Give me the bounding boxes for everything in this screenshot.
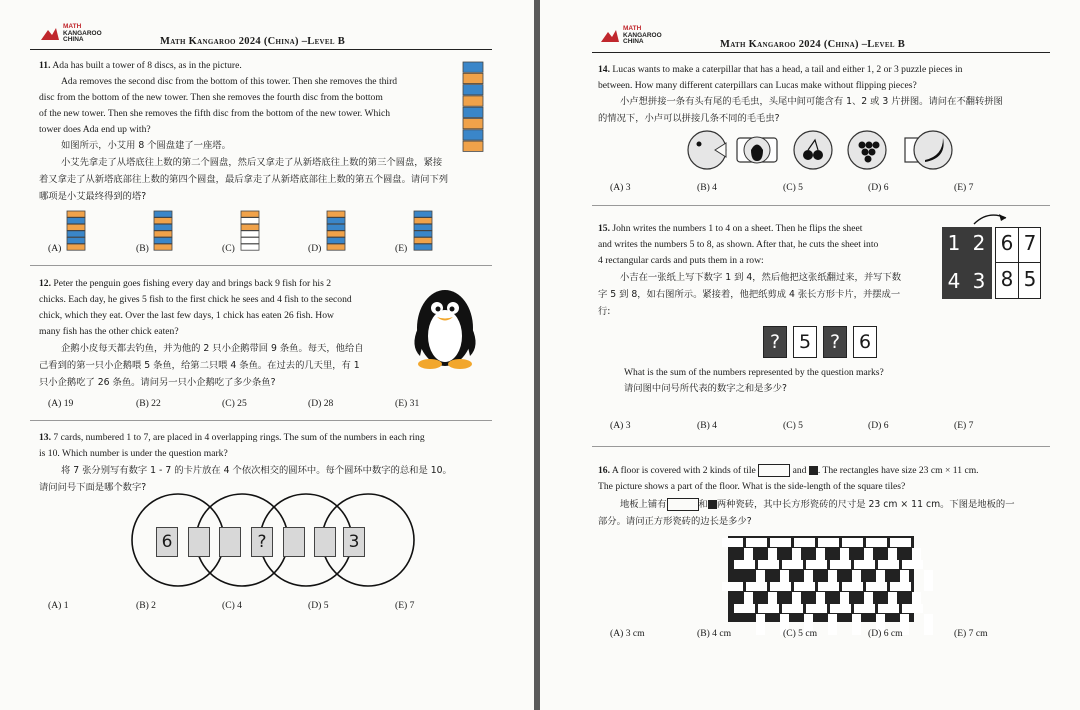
q15-option-d[interactable]: (D) 6 — [868, 420, 889, 431]
option-disc — [241, 237, 259, 243]
q11-tower-b — [153, 210, 173, 252]
q15-option-e[interactable]: (E) 7 — [954, 420, 974, 431]
option-disc — [414, 231, 432, 237]
rect-tile — [746, 538, 767, 547]
grape-piece — [848, 131, 886, 169]
rect-tile — [806, 604, 827, 613]
q11-text-en-1 — [39, 58, 242, 74]
q11-number: 11. — [39, 60, 51, 71]
q15-separator — [592, 446, 1050, 447]
option-disc — [414, 244, 432, 250]
q12-cn-line2: 己看到的第一只小企鹅喂 5 条鱼，给第二只喂 4 条鱼。在过去的几天里，有 1 — [39, 360, 360, 371]
rect-tile — [878, 604, 899, 613]
q15-option-a[interactable]: (A) 3 — [610, 420, 631, 431]
q16-en-part1: A floor is covered with 2 kinds of tile — [611, 465, 756, 476]
option-disc — [67, 224, 85, 230]
q12-en-line3: chick, which they eat. Over the last few days, 1 chick has eaten 26 fish. How — [39, 310, 334, 321]
q16-cn-part2: 两种瓷砖，其中长方形瓷砖的尺寸是 23 cm × 11 cm。下图是地板的一 — [716, 499, 1015, 510]
q11-en-line3: disc from the bottom of the new tower. Then she removes the fourth disc from the bottom — [39, 92, 383, 103]
q16-option-b[interactable]: (B) 4 cm — [697, 628, 732, 639]
q14-option-a[interactable]: (A) 3 — [610, 182, 631, 193]
option-disc — [241, 211, 259, 217]
rect-tile — [794, 582, 815, 591]
q12-en-line4: many fish has the other chick eaten? — [39, 326, 179, 337]
tower-disc — [463, 130, 483, 140]
q15-question-en: What is the sum of the numbers represented by the question marks? — [624, 367, 884, 378]
option-disc — [67, 211, 85, 217]
cherry-piece — [794, 131, 832, 169]
q14-text-en-1 — [598, 62, 962, 78]
rect-tile — [842, 582, 863, 591]
q16-text-en-1 — [598, 463, 979, 479]
square-tile-icon — [809, 466, 818, 475]
q12-option-c[interactable]: (C) 25 — [222, 398, 247, 409]
q13-cn-line2: 请问问号下面是哪个数字? — [39, 482, 147, 493]
rect-tile — [924, 614, 933, 635]
q11-cn-line2: 小艾先拿走了从塔底往上数的第二个圆盘，然后又拿走了从新塔底往上数的第三个圆盘，紧接 — [61, 157, 443, 168]
q12-separator — [30, 420, 492, 421]
q15-front-2: 2 — [972, 231, 986, 255]
q14-en-line1: Lucas wants to make a caterpillar that has a head, a tail and either 1, 2 or 3 puzzle pieces in — [612, 64, 963, 75]
q13-en-line1: 7 cards, numbered 1 to 7, are placed in 4 overlapping rings. The sum of the numbers in each ring — [53, 432, 425, 443]
tower-disc — [463, 85, 483, 95]
rect-tile — [722, 582, 743, 591]
q13-card-5 — [283, 527, 305, 557]
q15-cn-line2: 字 5 到 8，如右图所示。紧接着，他把纸剪成 4 张长方形卡片，并摆成一 — [598, 289, 901, 300]
logo-line-2: KANGAROO — [623, 31, 662, 39]
rect-tile — [828, 614, 837, 635]
option-disc — [414, 237, 432, 243]
q11-option-b[interactable]: (B) — [136, 243, 149, 254]
page-title-left: Math Kangaroo 2024 (China) –Level B — [160, 36, 346, 47]
q13-card-1: 6 — [156, 527, 178, 557]
rect-tile — [794, 538, 815, 547]
q11-en-line2: Ada removes the second disc from the bottom of this tower. Then she removes the third — [61, 76, 398, 87]
q14-option-d[interactable]: (D) 6 — [868, 182, 889, 193]
rect-tile — [806, 560, 827, 569]
rect-tile — [866, 538, 887, 547]
rect-tile — [866, 582, 887, 591]
option-disc — [154, 218, 172, 224]
option-disc — [327, 211, 345, 217]
q13-en-line2: is 10. Which number is under the question mark? — [39, 448, 228, 459]
q15-back-7: 7 — [1023, 231, 1037, 255]
q14-separator — [592, 205, 1050, 206]
rect-tile — [852, 614, 861, 635]
q13-option-c[interactable]: (C) 4 — [222, 600, 242, 611]
rect-tile — [756, 614, 765, 635]
q15-row-card-2: 5 — [793, 326, 817, 358]
q16-en-part2: . The rectangles have size 23 cm × 11 cm. — [817, 465, 979, 476]
option-disc — [154, 231, 172, 237]
q11-option-a[interactable]: (A) — [48, 243, 62, 254]
logo-line-3: CHINA — [63, 36, 84, 43]
q11-tower-a — [66, 210, 86, 252]
q15-number: 15. — [598, 223, 610, 234]
q11-cn-line3: 着又拿走了从新塔底部往上数的第四个圆盘，最后拿走了从新塔底部往上数的第五个圆盘。请问下列 — [39, 174, 449, 185]
q16-number: 16. — [598, 465, 610, 476]
q15-en-line1: John writes the numbers 1 to 4 on a sheet. Then he flips the sheet — [612, 223, 863, 234]
q12-cn-line1: 企鹅小皮每天都去钓鱼，并为他的 2 只小企鹅带回 9 条鱼。每天，他给自 — [61, 343, 364, 354]
option-disc — [414, 224, 432, 230]
q14-cn-line1: 小卢想拼接一条有头有尾的毛毛虫，头尾中间可能含有 1、2 或 3 片拼图。请问在不翻转拼图 — [620, 96, 1003, 107]
right-page — [540, 0, 1080, 710]
q16-option-a[interactable]: (A) 3 cm — [610, 628, 645, 639]
q16-option-c[interactable]: (C) 5 cm — [783, 628, 818, 639]
logo-line-1: MATH — [623, 25, 642, 32]
rect-tile — [890, 582, 911, 591]
rect-tile — [842, 538, 863, 547]
kangaroo-logo-icon — [40, 27, 60, 41]
q13-number: 13. — [39, 432, 51, 443]
option-disc — [327, 244, 345, 250]
option-disc — [154, 224, 172, 230]
q11-tower-e — [413, 210, 433, 252]
tower-disc — [463, 119, 483, 129]
penguin-illustration — [410, 278, 480, 370]
rect-tile — [854, 560, 875, 569]
rect-tile — [890, 538, 911, 547]
rect-tile — [758, 560, 779, 569]
q11-tower-c — [240, 210, 260, 252]
q11-tower-of-8-discs — [462, 60, 484, 154]
q11-en-line5: tower does Ada end up with? — [39, 124, 151, 135]
caterpillar-head-piece — [688, 131, 726, 169]
square-tile-icon — [708, 500, 717, 509]
option-disc — [154, 237, 172, 243]
q15-row-card-4: 6 — [853, 326, 877, 358]
option-disc — [241, 224, 259, 230]
option-disc — [327, 224, 345, 230]
q12-cn-line3: 只小企鹅吃了 26 条鱼。请问另一只小企鹅吃了多少条鱼? — [39, 377, 276, 388]
rect-tile — [734, 604, 755, 613]
option-disc — [67, 231, 85, 237]
q13-card-2 — [188, 527, 210, 557]
q13-text-en-1 — [39, 430, 425, 446]
rect-tile — [902, 604, 923, 613]
q12-en-line2: chicks. Each day, he gives 5 fish to the first chick he sees and 4 fish to the second — [39, 294, 352, 305]
option-disc — [67, 218, 85, 224]
option-disc — [414, 211, 432, 217]
q15-front-4: 4 — [947, 269, 961, 293]
option-disc — [241, 231, 259, 237]
rect-tile — [818, 538, 839, 547]
q15-row-card-1: ? — [763, 326, 787, 358]
q11-en-line4: of the new tower. Then she removes the fifth disc from the bottom of the new tower. Which — [39, 108, 391, 119]
q14-option-b[interactable]: (B) 4 — [697, 182, 717, 193]
q13-card-question: ? — [251, 527, 273, 557]
option-disc — [154, 244, 172, 250]
logo-line-3: CHINA — [623, 38, 644, 45]
option-disc — [241, 218, 259, 224]
q14-puzzle-pieces — [685, 128, 965, 172]
q14-number: 14. — [598, 64, 610, 75]
rect-tile — [818, 582, 839, 591]
option-disc — [67, 237, 85, 243]
left-page — [0, 0, 534, 710]
q11-option-c[interactable]: (C) — [222, 243, 235, 254]
flip-arrow-icon — [972, 210, 1012, 226]
tower-disc — [463, 107, 483, 117]
q12-option-d[interactable]: (D) 28 — [308, 398, 334, 409]
q13-option-d[interactable]: (D) 5 — [308, 600, 329, 611]
q15-row-card-3: ? — [823, 326, 847, 358]
q13-option-a[interactable]: (A) 1 — [48, 600, 69, 611]
rect-tile — [902, 560, 923, 569]
q12-number: 12. — [39, 278, 51, 289]
q12-option-b[interactable]: (B) 22 — [136, 398, 161, 409]
q16-cn-part1: 地板上铺有 — [620, 499, 667, 510]
math-kangaroo-logo-right — [600, 26, 662, 46]
q12-option-a[interactable]: (A) 19 — [48, 398, 74, 409]
rect-tile — [878, 560, 899, 569]
q13-card-6 — [314, 527, 336, 557]
q16-cn-line2: 部分。请问正方形瓷砖的边长是多少? — [598, 516, 752, 527]
apple-piece — [737, 137, 777, 163]
q13-cn-line1: 将 7 张分别写有数字 1 - 7 的卡片放在 4 个依次相交的圆环中。每个圆环中数字的总和是 10。 — [61, 465, 452, 476]
tower-disc — [463, 73, 483, 83]
kangaroo-logo-icon — [600, 29, 620, 43]
page-title-right: Math Kangaroo 2024 (China) –Level B — [720, 39, 906, 50]
q12-option-e[interactable]: (E) 31 — [395, 398, 420, 409]
option-disc — [327, 237, 345, 243]
rect-tile — [782, 604, 803, 613]
logo-line-1: MATH — [63, 23, 82, 30]
tower-disc — [463, 62, 483, 72]
rect-tile-icon — [667, 498, 699, 511]
header-rule — [30, 49, 492, 50]
rect-tile — [758, 604, 779, 613]
q15-text-en-1 — [598, 221, 862, 237]
option-disc — [67, 244, 85, 250]
q11-tower-d — [326, 210, 346, 252]
q15-option-c[interactable]: (C) 5 — [783, 420, 803, 431]
q15-option-b[interactable]: (B) 4 — [697, 420, 717, 431]
q16-option-e[interactable]: (E) 7 cm — [954, 628, 988, 639]
q11-cn-line4: 哪项是小艾最终得到的塔? — [39, 191, 147, 202]
rect-tile — [770, 582, 791, 591]
rect-tile — [734, 560, 755, 569]
q14-option-e[interactable]: (E) 7 — [954, 182, 974, 193]
q12-text-en-1 — [39, 276, 331, 292]
option-disc — [327, 231, 345, 237]
q15-cn-line1: 小吉在一张纸上写下数字 1 到 4，然后他把这张纸翻过来，并写下数 — [620, 272, 902, 283]
q11-cn-line1: 如图所示，小艾用 8 个圆盘建了一座塔。 — [61, 140, 231, 151]
q11-option-d[interactable]: (D) — [308, 243, 322, 254]
q11-en-line1: Ada has built a tower of 8 discs, as in the picture. — [52, 60, 242, 71]
rect-tile — [782, 560, 803, 569]
q14-en-line2: between. How many different caterpillars can Lucas make without flipping pieces? — [598, 80, 917, 91]
q15-back-hline — [995, 262, 1041, 263]
q15-back-6: 6 — [1000, 231, 1014, 255]
q13-card-7: 3 — [343, 527, 365, 557]
q11-separator — [30, 265, 492, 266]
rect-tile — [722, 538, 743, 547]
rect-tile-icon — [758, 464, 790, 477]
option-disc — [154, 211, 172, 217]
q13-option-b[interactable]: (B) 2 — [136, 600, 156, 611]
tower-disc — [463, 96, 483, 106]
logo-line-2: KANGAROO — [63, 29, 102, 37]
q12-en-line1: Peter the penguin goes fishing every day and brings back 9 fish for his 2 — [53, 278, 332, 289]
rect-tile — [854, 604, 875, 613]
q16-option-d[interactable]: (D) 6 cm — [868, 628, 903, 639]
q15-question-cn: 请问图中问号所代表的数字之和是多少? — [624, 383, 787, 394]
rect-tile — [830, 604, 851, 613]
header-rule — [592, 52, 1050, 53]
banana-tail-piece — [905, 131, 952, 169]
q16-en-and: and — [792, 465, 807, 476]
q15-front-3: 3 — [972, 269, 986, 293]
rect-tile — [830, 560, 851, 569]
q11-option-e[interactable]: (E) — [395, 243, 408, 254]
rect-tile — [770, 538, 791, 547]
q15-en-line2: and writes the numbers 5 to 8, as shown. After that, he cuts the sheet into — [598, 239, 879, 250]
option-disc — [241, 244, 259, 250]
rect-tile — [746, 582, 767, 591]
tower-disc — [463, 141, 483, 151]
q16-en-line2: The picture shows a part of the floor. What is the side-length of the square tiles? — [598, 481, 906, 492]
q15-back-8: 8 — [1000, 267, 1014, 291]
q16-cn-and: 和 — [698, 499, 708, 510]
option-disc — [414, 218, 432, 224]
q15-cn-line3: 行: — [598, 306, 611, 317]
q15-en-line3: 4 rectangular cards and puts them in a row: — [598, 255, 764, 266]
q14-option-c[interactable]: (C) 5 — [783, 182, 803, 193]
q14-cn-line2: 的情况下，小卢可以拼接几条不同的毛毛虫? — [598, 113, 780, 124]
rect-tile — [924, 570, 933, 591]
q15-front-1: 1 — [947, 231, 961, 255]
math-kangaroo-logo — [40, 24, 102, 44]
q13-card-3 — [219, 527, 241, 557]
q13-option-e[interactable]: (E) 7 — [395, 600, 415, 611]
q15-back-5: 5 — [1023, 267, 1037, 291]
option-disc — [327, 218, 345, 224]
q16-cn-line1-wrap — [620, 497, 1015, 513]
q16-floor-tiling — [728, 536, 914, 622]
